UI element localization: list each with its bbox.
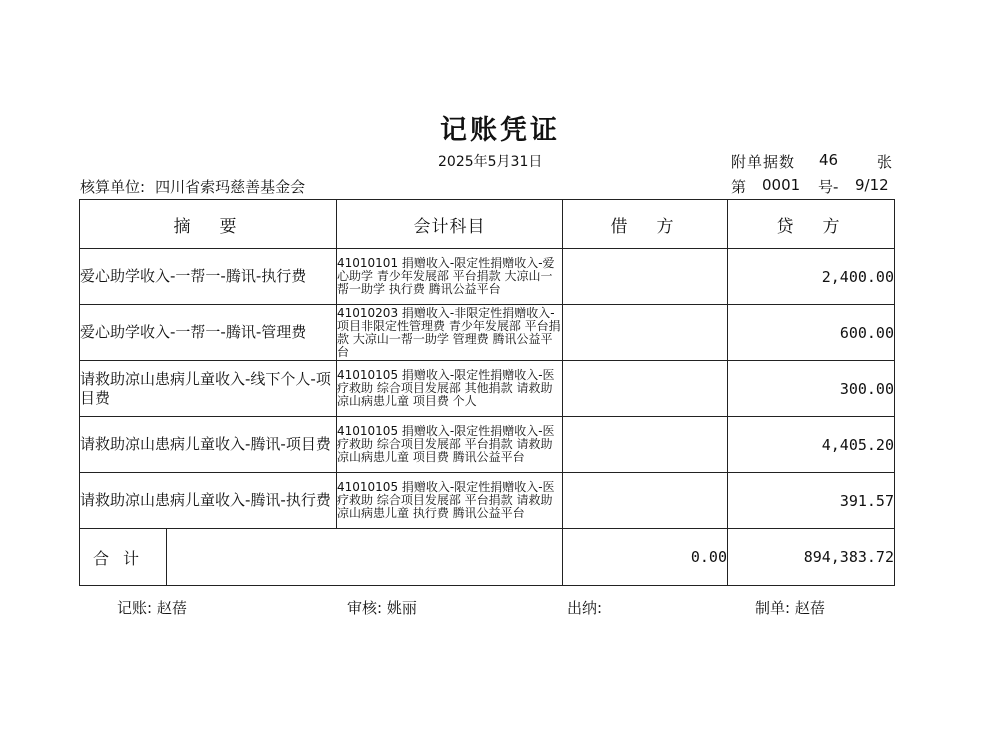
- row-credit: 2,400.00: [728, 249, 895, 305]
- voucher-date: 2025年5月31日: [438, 154, 543, 170]
- row-debit: [563, 305, 728, 361]
- header-summary: 摘 要: [80, 200, 337, 249]
- reviewer-label: 审核:: [347, 599, 383, 617]
- header-credit: 贷 方: [728, 200, 895, 249]
- row-summary: 请救助凉山患病儿童收入-腾讯-执行费: [80, 473, 337, 529]
- attachment-unit: 张: [877, 153, 893, 171]
- row-subject: 41010105 捐赠收入-限定性捐赠收入-医疗救助 综合项目发展部 其他捐款 请救助凉山病患儿童 项目费 个人: [337, 361, 563, 417]
- preparer-name: 赵蓓: [794, 599, 825, 617]
- signature-preparer: [755, 597, 825, 618]
- bookkeeper-label: 记账:: [117, 599, 153, 617]
- attachment-number: 46: [819, 151, 839, 169]
- voucher-page: 9/12: [855, 176, 889, 194]
- table-row: [80, 473, 895, 529]
- total-debit: 0.00: [563, 529, 728, 586]
- header-debit: 借 方: [563, 200, 728, 249]
- table-row: [80, 305, 895, 361]
- table-row: [80, 417, 895, 473]
- signature-reviewer: [347, 597, 417, 618]
- signature-cashier: [567, 597, 602, 618]
- total-label: 合计: [80, 529, 167, 586]
- reviewer-name: 姚丽: [386, 599, 417, 617]
- table-row: [80, 361, 895, 417]
- preparer-label: 制单:: [755, 599, 791, 617]
- total-credit: 894,383.72: [728, 529, 895, 586]
- row-debit: [563, 361, 728, 417]
- table-header-row: [80, 200, 895, 249]
- row-subject: 41010203 捐赠收入-非限定性捐赠收入-项目非限定性管理费 青少年发展部 平台捐款 大凉山一帮一助学 管理费 腾讯公益平台: [337, 305, 561, 359]
- row-credit: 600.00: [728, 305, 895, 361]
- row-debit: [563, 249, 728, 305]
- attachment-count: [731, 151, 893, 172]
- total-row: [80, 529, 895, 586]
- voucher-number-suffix: 号-: [818, 178, 839, 196]
- row-summary: 爱心助学收入-一帮一-腾讯-执行费: [80, 249, 337, 305]
- accounting-unit: [80, 176, 305, 197]
- voucher-table: [79, 199, 895, 586]
- voucher-number-value: 0001: [762, 176, 801, 194]
- row-subject: 41010101 捐赠收入-限定性捐赠收入-爱心助学 青少年发展部 平台捐款 大凉山一帮一助学 执行费 腾讯公益平台: [337, 249, 563, 305]
- row-credit: 391.57: [728, 473, 895, 529]
- accounting-unit-name: 四川省索玛慈善基金会: [155, 178, 306, 196]
- row-debit: [563, 417, 728, 473]
- row-subject: 41010105 捐赠收入-限定性捐赠收入-医疗救助 综合项目发展部 平台捐款 请救助凉山病患儿童 执行费 腾讯公益平台: [337, 473, 563, 529]
- voucher-title: 记账凭证: [440, 115, 560, 146]
- row-summary: 请救助凉山患病儿童收入-腾讯-项目费: [80, 417, 337, 473]
- header-subject: 会计科目: [337, 200, 563, 249]
- row-credit: 4,405.20: [728, 417, 895, 473]
- cashier-label: 出纳:: [567, 599, 603, 617]
- total-blank: [167, 529, 563, 586]
- voucher-number-prefix: 第: [731, 178, 747, 196]
- row-subject: 41010105 捐赠收入-限定性捐赠收入-医疗救助 综合项目发展部 平台捐款 请救助凉山病患儿童 项目费 腾讯公益平台: [337, 417, 563, 473]
- table-row: [80, 249, 895, 305]
- row-credit: 300.00: [728, 361, 895, 417]
- signature-bookkeeper: [117, 597, 187, 618]
- row-summary: 爱心助学收入-一帮一-腾讯-管理费: [80, 305, 337, 361]
- bookkeeper-name: 赵蓓: [156, 599, 187, 617]
- accounting-unit-label: 核算单位:: [80, 178, 146, 196]
- row-debit: [563, 473, 728, 529]
- row-summary: 请救助凉山患病儿童收入-线下个人-项目费: [80, 361, 337, 417]
- attachment-label: 附单据数: [731, 153, 796, 171]
